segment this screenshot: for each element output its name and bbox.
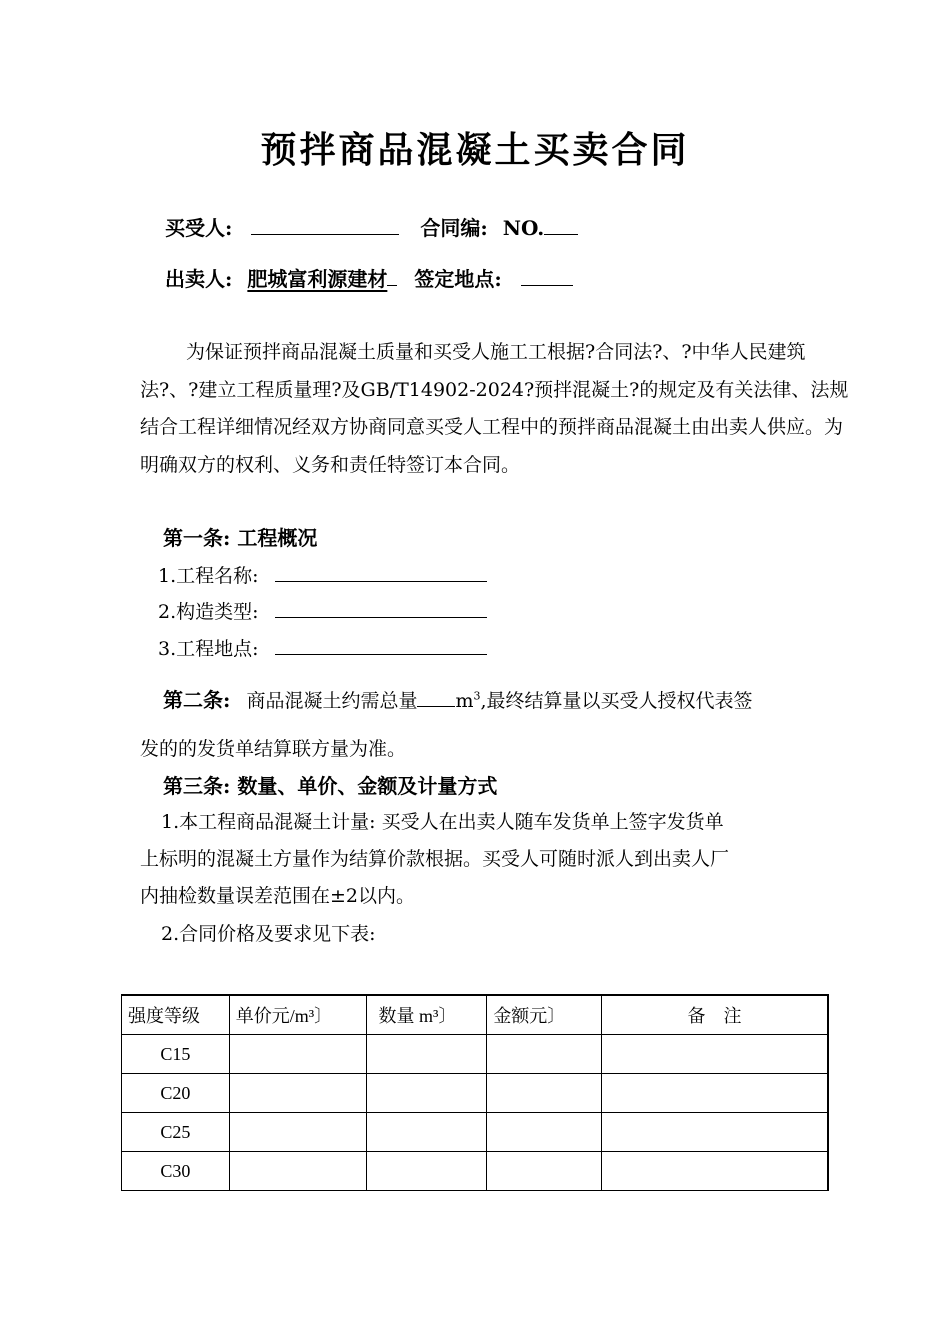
remarks-cell[interactable] — [602, 1113, 828, 1152]
article2-text-after: ,最终结算量以买受人授权代表签 — [480, 690, 753, 712]
seller-name-underline-tail — [387, 267, 397, 286]
article2-unit: m — [455, 690, 474, 712]
article2-heading: 第二条: — [163, 688, 231, 712]
article2-line1 — [163, 684, 753, 713]
contract-no-label: 合同编: — [420, 216, 488, 240]
unit-price-cell[interactable] — [229, 1113, 366, 1152]
article3-item2: 2.合同价格及要求见下表: — [161, 923, 376, 945]
unit-price-cell[interactable] — [229, 1074, 366, 1113]
grade-cell: C15 — [122, 1035, 230, 1074]
project-location-blank[interactable] — [275, 636, 487, 655]
article3-item1-line2: 上标明的混凝土方量作为结算价款根据。买受人可随时派人到出卖人厂 — [140, 848, 730, 870]
grade-cell: C30 — [122, 1152, 230, 1191]
quantity-cell[interactable] — [366, 1152, 487, 1191]
quantity-cell[interactable] — [366, 1035, 487, 1074]
table-header-row — [122, 995, 829, 1035]
project-name-label: 1.工程名称: — [158, 565, 259, 587]
header-quantity: 数量 m³〕 — [366, 995, 487, 1035]
sign-place-label: 签定地点: — [414, 267, 502, 291]
article3-heading: 第三条: 数量、单价、金额及计量方式 — [163, 774, 498, 798]
grade-cell: C20 — [122, 1074, 230, 1113]
table-row — [122, 1035, 829, 1074]
article3-item1-line3: 内抽检数量误差范围在±2以内。 — [140, 885, 416, 907]
buyer-line — [165, 212, 578, 241]
article1-item — [158, 597, 487, 624]
article1-item — [158, 561, 487, 588]
amount-cell[interactable] — [487, 1113, 602, 1152]
table-row — [122, 1074, 829, 1113]
price-table — [121, 994, 829, 1191]
header-amount: 金额元〕 — [487, 995, 602, 1035]
buyer-label: 买受人: — [165, 216, 233, 240]
table-row — [122, 1152, 829, 1191]
total-volume-blank[interactable] — [417, 688, 455, 707]
contract-no-blank[interactable] — [544, 216, 578, 235]
grade-cell: C25 — [122, 1113, 230, 1152]
amount-cell[interactable] — [487, 1152, 602, 1191]
remarks-cell[interactable] — [602, 1035, 828, 1074]
unit-price-cell[interactable] — [229, 1035, 366, 1074]
article2-text-before: 商品混凝土约需总量 — [246, 690, 418, 712]
document-title: 预拌商品混凝土买卖合同 — [260, 129, 690, 171]
article3-item1-line1: 1.本工程商品混凝土计量: 买受人在出卖人随车发货单上签字发货单 — [161, 811, 724, 833]
article2-line2: 发的的发货单结算联方量为准。 — [140, 738, 407, 760]
header-grade: 强度等级 — [122, 995, 230, 1035]
contract-no-prefix: NO. — [502, 216, 545, 240]
table-row — [122, 1113, 829, 1152]
structure-type-blank[interactable] — [275, 599, 487, 618]
seller-label: 出卖人: — [165, 267, 233, 291]
header-remarks: 备 注 — [602, 995, 828, 1035]
article1-heading: 第一条: 工程概况 — [163, 526, 318, 550]
amount-cell[interactable] — [487, 1074, 602, 1113]
remarks-cell[interactable] — [602, 1074, 828, 1113]
project-location-label: 3.工程地点: — [158, 638, 259, 660]
seller-line — [165, 263, 573, 292]
intro-paragraph: 为保证预拌商品混凝土质量和买受人施工工根据?合同法?、?中华人民建筑法?、?建立工程质量理?及GB/T14902-2024?预拌混凝土?的规定及有关法律、法规结合工程详细情况经双方协商同意买受人工程中的预拌商品混凝土由出卖人供应。为明确双方的权利、义务和责任特签订本合同。 — [140, 341, 849, 476]
sign-place-blank[interactable] — [521, 267, 573, 286]
quantity-cell[interactable] — [366, 1074, 487, 1113]
article1-item — [158, 634, 487, 661]
quantity-cell[interactable] — [366, 1113, 487, 1152]
project-name-blank[interactable] — [275, 563, 487, 582]
structure-type-label: 2.构造类型: — [158, 601, 259, 623]
buyer-blank[interactable] — [251, 216, 399, 235]
remarks-cell[interactable] — [602, 1152, 828, 1191]
amount-cell[interactable] — [487, 1035, 602, 1074]
unit-price-cell[interactable] — [229, 1152, 366, 1191]
seller-name: 肥城富利源建材 — [247, 267, 388, 291]
header-unit-price: 单价元/m³〕 — [229, 995, 366, 1035]
article2-unit-sup: 3 — [473, 689, 481, 703]
